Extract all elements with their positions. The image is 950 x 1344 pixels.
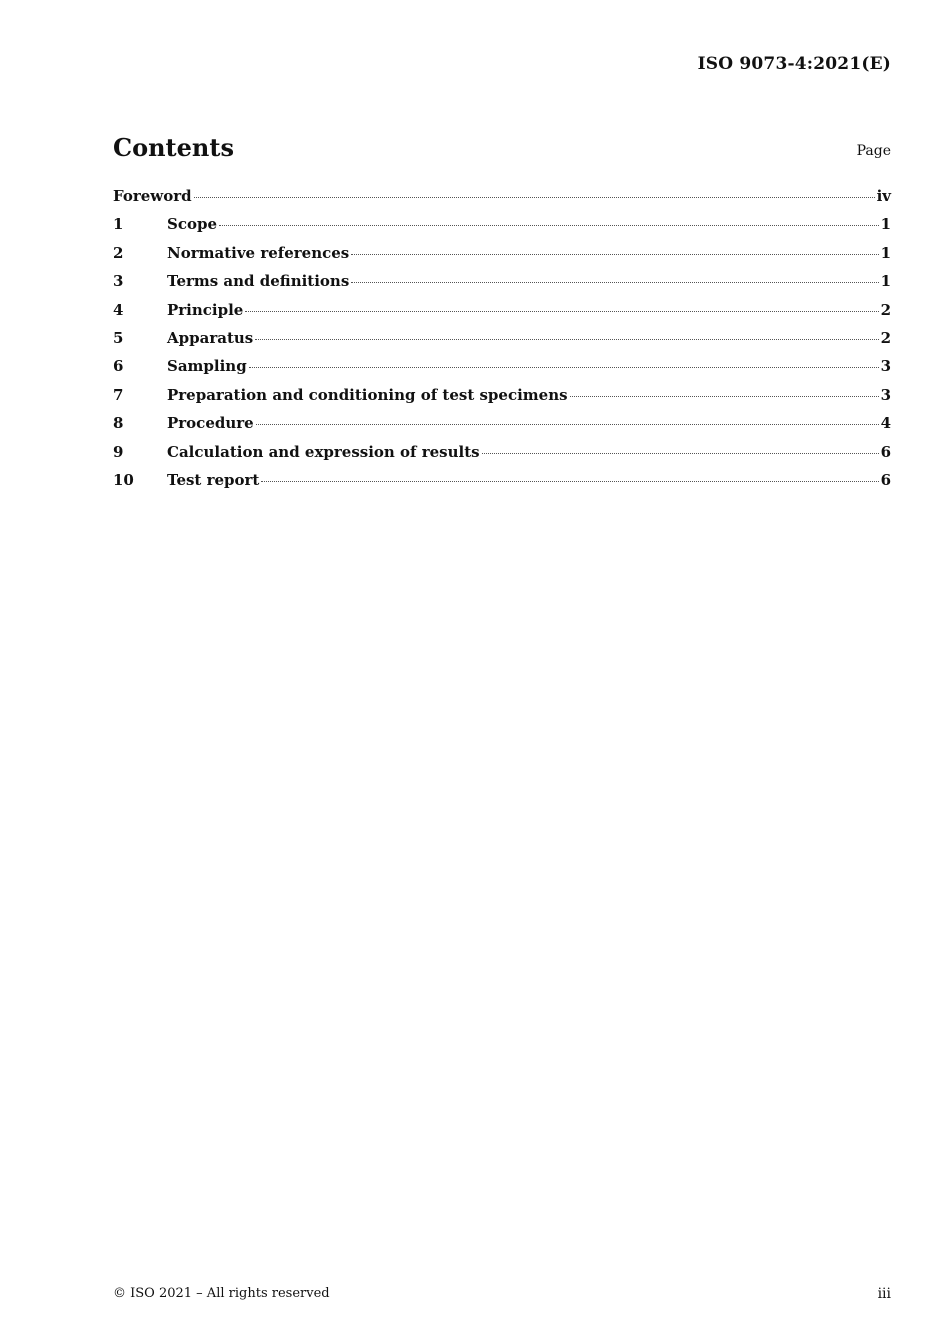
toc-entry-number: 5	[113, 328, 124, 347]
toc-entry-number: 3	[113, 272, 124, 291]
toc-entry-title[interactable]: Principle	[167, 300, 244, 319]
toc-entry-principle[interactable]	[113, 298, 891, 326]
toc-entry-page[interactable]: 6	[880, 442, 891, 461]
contents-header	[113, 131, 891, 165]
toc-entry-page[interactable]: 2	[880, 328, 891, 347]
copyright-notice: © ISO 2021 – All rights reserved	[113, 1286, 330, 1301]
toc-entry-title[interactable]: Terms and definitions	[167, 272, 350, 291]
toc-entry-scope[interactable]	[113, 212, 891, 240]
toc-entry-title[interactable]: Scope	[167, 215, 218, 234]
toc-entry-title[interactable]: Preparation and conditioning of test specimens	[167, 385, 568, 404]
toc-entry-procedure[interactable]	[113, 411, 891, 439]
dot-leader	[245, 310, 878, 312]
table-of-contents	[113, 184, 891, 496]
toc-entry-page[interactable]: 6	[880, 470, 891, 489]
page-footer	[113, 1284, 891, 1304]
dot-leader	[256, 423, 879, 425]
dot-leader	[570, 395, 879, 397]
toc-entry-page[interactable]: iv	[876, 187, 891, 205]
toc-entry-number: 7	[113, 385, 124, 404]
page-number: iii	[877, 1286, 891, 1302]
toc-entry-terms-and-definitions[interactable]	[113, 269, 891, 297]
page-column-label: Page	[856, 143, 891, 159]
contents-title: Contents	[113, 133, 234, 162]
dot-leader	[261, 480, 878, 482]
toc-entry-sampling[interactable]	[113, 354, 891, 382]
toc-entry-number: 4	[113, 300, 124, 319]
toc-entry-number: 9	[113, 442, 124, 461]
toc-entry-number: 2	[113, 243, 124, 262]
toc-entry-title[interactable]: Apparatus	[167, 328, 254, 347]
toc-entry-page[interactable]: 4	[880, 414, 891, 433]
toc-entry-number: 8	[113, 414, 124, 433]
dot-leader	[482, 452, 879, 454]
dot-leader	[351, 281, 878, 283]
toc-entry-preparation-and-conditioning[interactable]	[113, 383, 891, 411]
toc-entry-page[interactable]: 1	[880, 272, 891, 291]
dot-leader	[219, 224, 879, 226]
toc-entry-title[interactable]: Procedure	[167, 414, 254, 433]
toc-entry-page[interactable]: 2	[880, 300, 891, 319]
toc-entry-page[interactable]: 1	[880, 243, 891, 262]
toc-entry-apparatus[interactable]	[113, 326, 891, 354]
toc-entry-title[interactable]: Sampling	[167, 357, 247, 376]
toc-entry-title[interactable]: Calculation and expression of results	[167, 442, 480, 461]
toc-entry-title[interactable]: Test report	[167, 470, 260, 489]
toc-entry-number: 10	[113, 470, 134, 489]
dot-leader	[351, 253, 878, 255]
toc-entry-title[interactable]: Normative references	[167, 243, 350, 262]
dot-leader	[249, 366, 879, 368]
dot-leader	[255, 338, 878, 340]
toc-entry-page[interactable]: 1	[880, 215, 891, 234]
dot-leader	[194, 196, 875, 198]
document-id: ISO 9073-4:2021(E)	[697, 54, 891, 74]
toc-entry-normative-references[interactable]	[113, 241, 891, 269]
toc-entry-test-report[interactable]	[113, 468, 891, 496]
toc-entry-number: 6	[113, 357, 124, 376]
toc-entry-page[interactable]: 3	[880, 357, 891, 376]
toc-entry-foreword[interactable]	[113, 184, 891, 212]
toc-entry-page[interactable]: 3	[880, 385, 891, 404]
toc-entry-title[interactable]: Foreword	[113, 187, 192, 205]
toc-entry-number: 1	[113, 215, 124, 234]
toc-entry-calculation-and-expression[interactable]	[113, 440, 891, 468]
